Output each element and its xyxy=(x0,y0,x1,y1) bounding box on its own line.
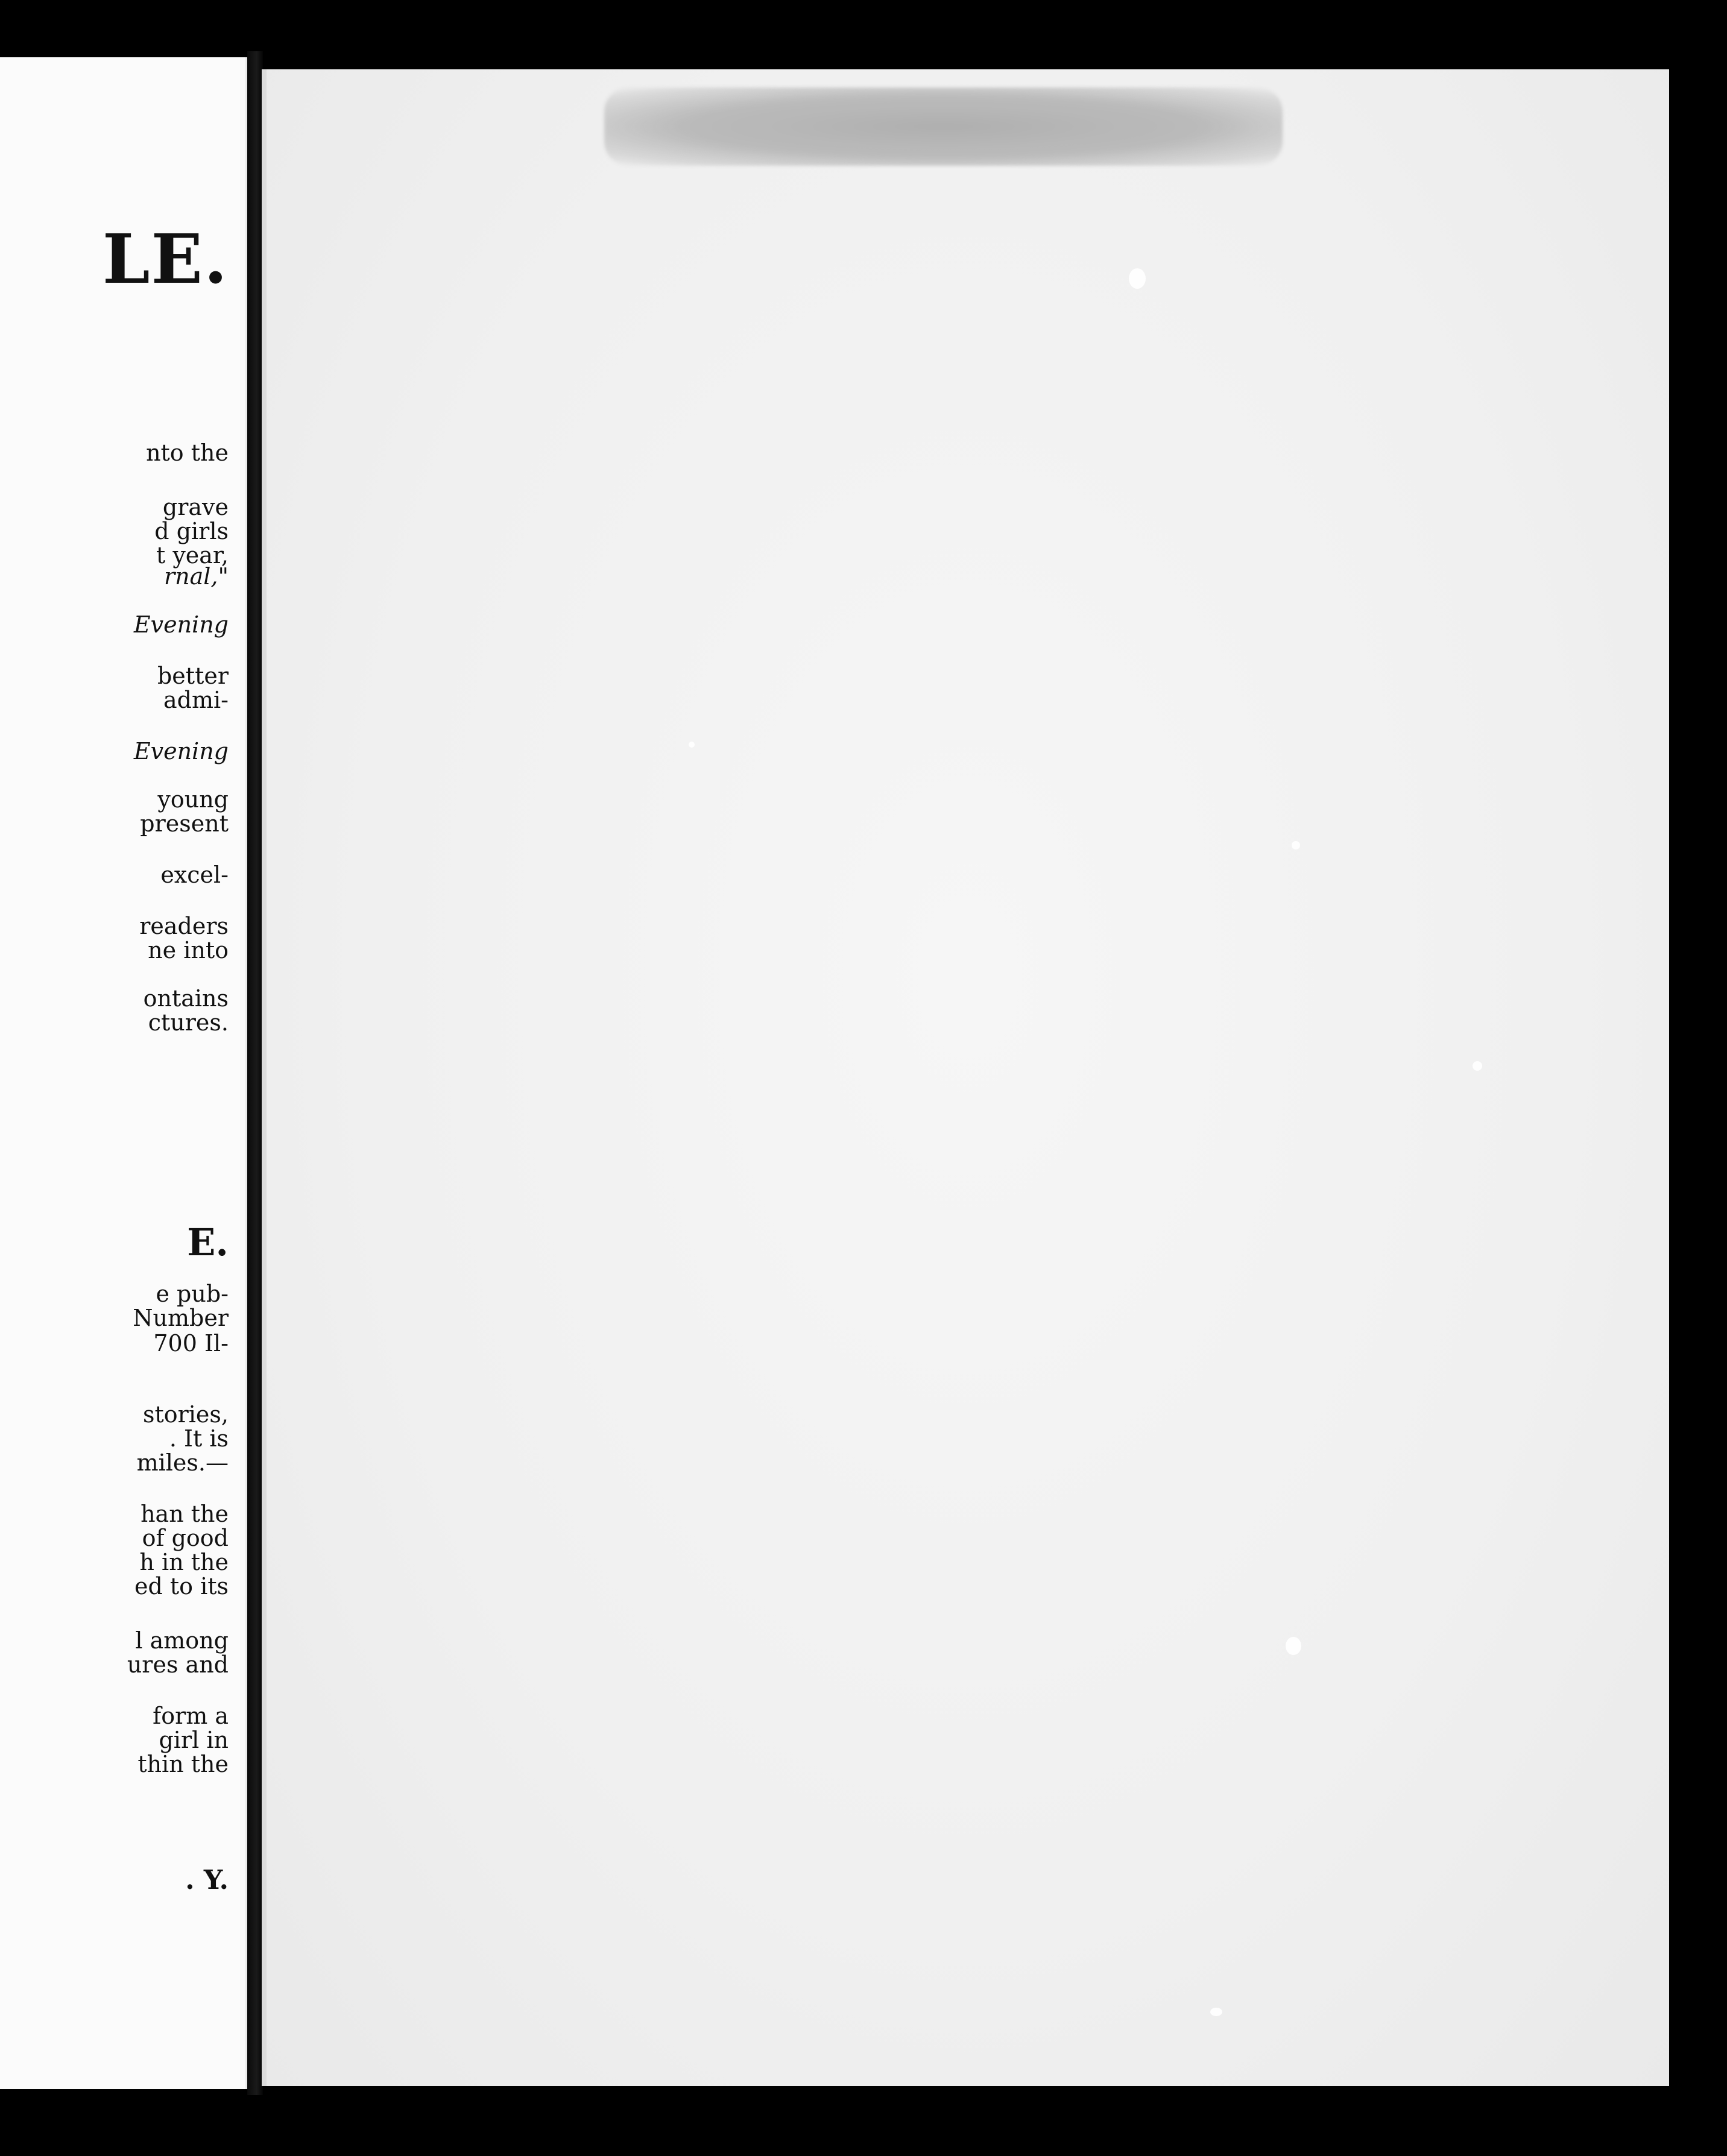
text-line: girl in xyxy=(159,1727,229,1753)
text-line: admi- xyxy=(163,687,229,713)
text-line: excel- xyxy=(160,862,229,888)
text-line: rnal," xyxy=(163,563,229,590)
dust-speck xyxy=(1473,1061,1482,1071)
text-line: thin the xyxy=(137,1751,229,1777)
text-line: Number xyxy=(133,1305,229,1331)
text-line: han the xyxy=(140,1501,229,1527)
text-line: d girls xyxy=(154,518,229,544)
text-line: ontains xyxy=(143,985,229,1012)
text-line: form a xyxy=(153,1703,229,1729)
text-line: readers xyxy=(139,913,229,939)
text-line: ures and xyxy=(127,1651,229,1678)
text-line: t year, xyxy=(156,542,229,569)
page-heading: LE. xyxy=(102,220,229,299)
text-line: nto the xyxy=(146,440,229,466)
text-line: present xyxy=(140,810,229,837)
left-page xyxy=(0,57,247,2089)
text-line: 700 Il- xyxy=(153,1330,229,1357)
text-line: l among xyxy=(135,1627,229,1654)
dust-speck xyxy=(1210,2008,1222,2016)
dust-speck xyxy=(1286,1637,1301,1655)
text-line: stories, xyxy=(142,1401,229,1428)
text-line: young xyxy=(157,786,229,813)
text-line: h in the xyxy=(139,1549,229,1575)
dust-speck xyxy=(1129,268,1146,289)
dust-speck xyxy=(1292,841,1300,849)
dust-speck xyxy=(689,742,695,748)
text-line: ctures. xyxy=(148,1009,229,1036)
text-line: e pub- xyxy=(156,1281,229,1307)
text-line: . It is xyxy=(169,1425,229,1452)
text-line: miles.— xyxy=(136,1449,229,1476)
text-line: Evening xyxy=(133,738,229,764)
page-footer: . Y. xyxy=(185,1865,229,1896)
left-page-content xyxy=(0,57,245,2089)
text-line: ne into xyxy=(148,937,229,963)
section-heading: E. xyxy=(187,1220,229,1264)
text-line: Evening xyxy=(133,611,229,638)
text-line: of good xyxy=(142,1525,229,1551)
smudge-mark xyxy=(604,87,1283,166)
right-page-blank xyxy=(262,69,1669,2086)
text-line: ed to its xyxy=(134,1573,229,1600)
text-line: better xyxy=(157,663,229,689)
book-binding-gap xyxy=(247,51,263,2095)
text-line: grave xyxy=(162,494,229,520)
